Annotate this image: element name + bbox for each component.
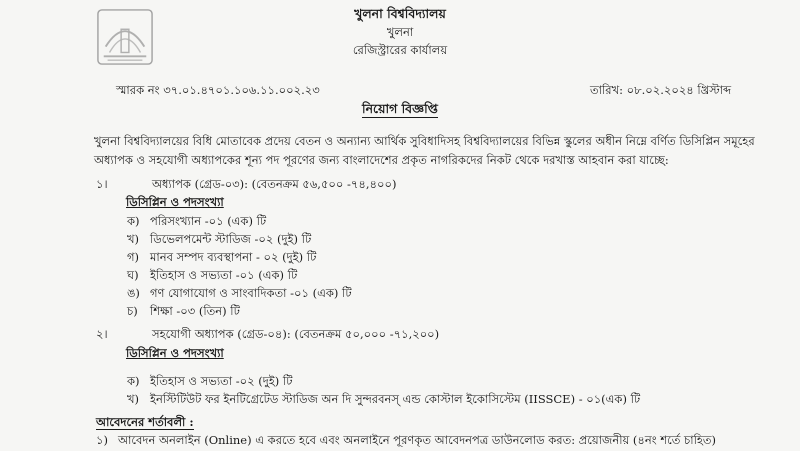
list-item [127, 213, 266, 232]
item-label: চ) [127, 304, 138, 318]
list-item [127, 267, 297, 286]
section-number: ১। [96, 177, 108, 191]
list-item [127, 373, 292, 392]
condition-number: ১) [96, 433, 108, 447]
item-label: ঙ) [127, 286, 140, 300]
list-item [127, 285, 352, 304]
notice-title-text: নিয়োগ বিজ্ঞপ্তি [362, 101, 438, 116]
item-text: পরিসংখ্যান -০১ (এক) টি [150, 214, 267, 228]
item-label: ক) [127, 374, 140, 388]
item-text: ইতিহাস ও সভ্যতা -০১ (এক) টি [150, 268, 298, 282]
condition-item [96, 432, 716, 451]
section-2 [96, 326, 439, 345]
section-1 [96, 176, 396, 195]
item-label: খ) [127, 232, 140, 246]
section-title: অধ্যাপক (গ্রেড-০৩): (বেতনক্রম ৫৬,৫০০ -৭৪,৪০০) [152, 177, 397, 191]
item-text: ইতিহাস ও সভ্যতা -০২ (দুই) টি [150, 374, 293, 388]
list-item [127, 303, 240, 322]
item-label: খ) [127, 392, 140, 406]
conditions-heading [96, 414, 194, 433]
notice-title [0, 101, 800, 121]
list-item [127, 249, 316, 268]
item-label: গ) [127, 250, 140, 264]
item-text: গণ যোগাযোগ ও সাংবাদিকতা -০১ (এক) টি [150, 286, 352, 300]
list-item [127, 231, 311, 250]
item-label: ঘ) [127, 268, 139, 282]
memo-number: স্মারক নং ৩৭.০১.৪৭০১.১০৬.১১.০০২.২৩ [116, 83, 320, 97]
item-text: ইনস্টিটিউট ফর ইনটিগ্রেটেড স্টাডিজ অন দি সুন্দরবনস্ এন্ড কোস্টাল ইকোসিস্টেম (IISSCE) - ০১(এক) টি [150, 392, 641, 406]
section-number: ২। [96, 327, 108, 341]
notice-date: তারিখ: ০৮.০২.২০২৪ খ্রিস্টাব্দ [590, 83, 732, 97]
item-text: ডিভেলপমেন্ট স্টাডিজ -০২ (দুই) টি [150, 232, 312, 246]
item-label: ক) [127, 214, 140, 228]
list-item [127, 391, 640, 410]
condition-text: আবেদন অনলাইন (Online) এ করতে হবে এবং অনলাইনে পূরণকৃত আবেদনপত্র ডাউনলোড করত: প্রয়োজনীয় (৪নং শর্তে চাহিত) [118, 433, 717, 447]
item-text: মানব সম্পদ ব্যবস্থাপনা - ০২ (দুই) টি [150, 250, 317, 264]
university-name: খুলনা বিশ্ববিদ্যালয় [354, 6, 446, 21]
section-title: সহযোগী অধ্যাপক (গ্রেড-০৪): (বেতনক্রম ৫০,০০০ -৭১,২০০) [152, 327, 440, 341]
university-city: খুলনা [386, 25, 414, 39]
office-name: রেজিস্ট্রারের কার্যালয় [352, 43, 448, 57]
conditions-heading-text: আবেদনের শর্তাবলী : [96, 415, 194, 429]
section-1-subheading: ডিসিপ্লিন ও পদসংখ্যা [126, 195, 224, 209]
item-text: শিক্ষা -০৩ (তিন) টি [150, 304, 240, 318]
intro-paragraph: খুলনা বিশ্ববিদ্যালয়ের বিধি মোতাবেক প্রদেয় বেতন ও অন্যান্য আর্থিক সুবিধাদিসহ বিশ্ববিদ্যালয়ের বিভিন্ন স্কুলের অধীন নিম্নে বর্ণিত ডিসিপ্লিন সমূহের অধ্যাপক ও সহযোগী অধ্যাপকের শূন্য পদ পূরণের জন্য বাংলাদেশের প্রকৃত নাগরিকদের নিকট থেকে দরখাস্ত আহবান করা যাচ্ছে: [94, 134, 755, 167]
section-2-subheading: ডিসিপ্লিন ও পদসংখ্যা [126, 346, 224, 360]
